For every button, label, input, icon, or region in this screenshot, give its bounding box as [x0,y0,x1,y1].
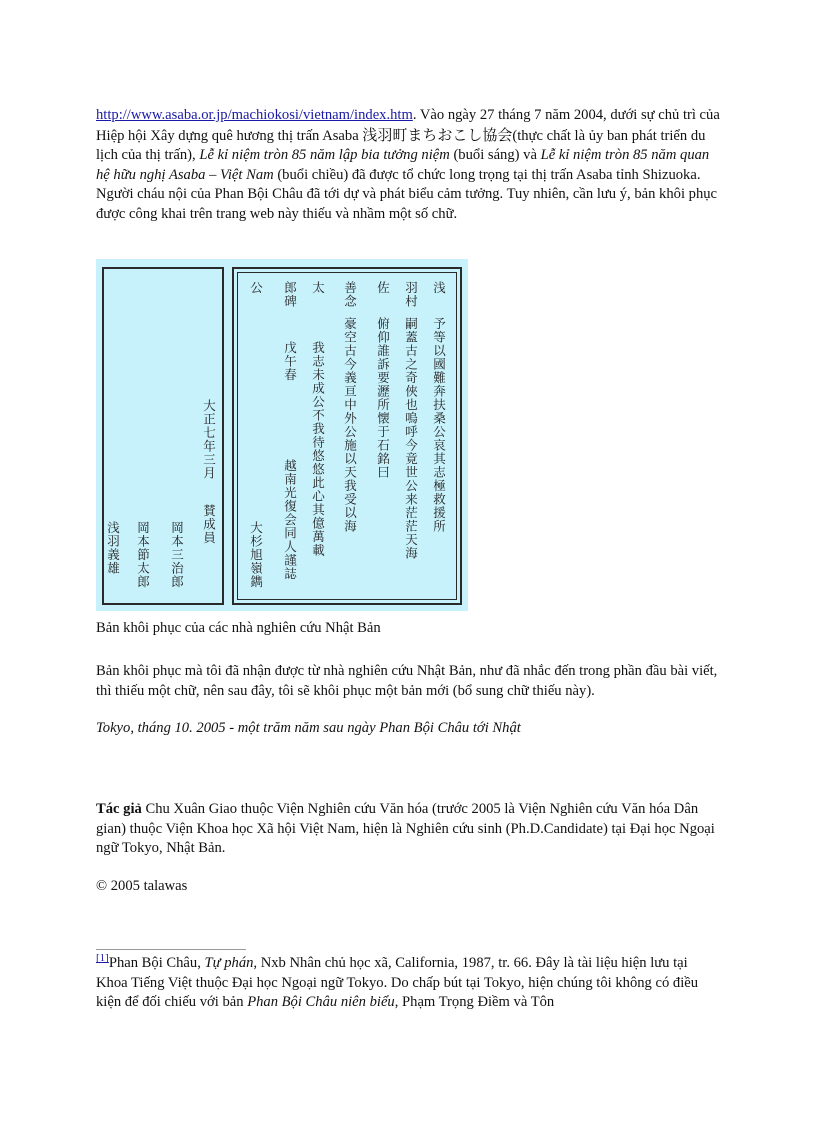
figure-caption: Bản khôi phục của các nhà nghiên cứu Nhật Bản [96,620,381,636]
source-link[interactable]: http://www.asaba.or.jp/machiokosi/vietnam/index.htm [96,107,413,123]
inscription-header-col: 浅 [431,281,447,295]
inscription-body-col: 嗣蓋古之奇俠也嗚呼今竟世公来茫茫天海 [403,317,419,560]
event-title-1: Lễ kỉ niệm tròn 85 năm lập bia tưởng niệm [199,147,450,164]
inscription-header-col: 羽村 [403,281,419,308]
footnote-text-3: , Phạm Trọng Điềm và Tôn [394,994,555,1011]
inscription-header-col: 太 [310,281,326,295]
inscription-header-col: 佐 [375,281,391,295]
event-title-2: Lễ kỉ niệm tròn 85 năm quan hệ hữu nghị Asaba – Việt Nam [96,147,710,183]
inscription-body-col: 越南光復会同人謹誌 [282,459,298,581]
author-note [96,800,721,859]
intro-text-3: (buổi sáng) và [449,147,541,164]
inscription-body-col: 予等以國難奔扶桑公哀其志極救援所 [431,317,447,533]
stele-inscription-image [96,259,468,611]
inscription-date-col: 大正七年三月 [201,399,217,480]
inscription-supporter-name: 浅羽義雄 [105,521,121,575]
inscription-body-col: 我志未成公不我待悠悠此心其億萬載 [310,341,326,557]
inscription-header-col: 善念 [342,281,358,308]
footnote-book-title-2: Phan Bội Châu niên biểu [247,994,395,1011]
footnote [96,954,721,1013]
inscription-body-col: 戊午春 [282,341,298,382]
author-text: Chu Xuân Giao thuộc Viện Nghiên cứu Văn hóa (trước 2005 là Viện Nghiên cứu Văn hóa Dân gian) thuộc Viện Khoa học Xã hội Việt Nam, hiện là Nghiên cứu sinh (Ph.D.Candidate) tại Đại học Ngoại ngữ Tokyo, Nhật Bản. [96,801,715,857]
author-label: Tác giả [96,801,142,817]
inscription-header-col: 公 [248,281,264,295]
inscription-body-col: 俯仰誰訴要瀝所懐于石銘曰 [375,317,391,479]
restoration-paragraph: Bản khôi phục mà tôi đã nhận được từ nhà nghiên cứu Nhật Bản, như đã nhắc đến trong phần đầu bài viết, thì thiếu một chữ, nên sau đây, tôi sẽ khôi phục một bản mới (bổ sung chữ thiếu này). [96,663,718,699]
footnote-text-2: , Nxb Nhân chủ học xã, California, 1987, tr. 66. Đây là tài liệu hiện lưu tại Khoa Tiếng Việt thuộc Đại học Ngoại ngữ Tokyo. Do chấp bút tại Tokyo, hiện chúng tôi không có điều kiện để đối chiếu với bản [96,955,699,1011]
intro-paragraph [96,106,721,225]
inscription-body-col: 大杉旭嶺鐫 [248,521,264,589]
intro-text-1: . Vào ngày 27 tháng 7 năm 2004, dưới sự chủ trì của Hiệp hội Xây dựng quê hương thị trấn Asaba [96,107,720,144]
inscription-header-col: 郎碑 [282,281,298,308]
copyright-line: © 2005 talawas [96,878,188,894]
japanese-org-name: 浅羽町まちおこし協会 [362,125,513,144]
inscription-supporter-name: 岡本三治郎 [169,521,185,589]
footnote-book-title: Tự phán [204,955,254,971]
footnote-ref-link[interactable]: [1] [96,952,109,965]
date-line: Tokyo, tháng 10. 2005 - một trăm năm sau ngày Phan Bội Châu tới Nhật [96,720,521,736]
inscription-body-col: 豪空古今義亘中外公施以天我受以海 [342,317,358,533]
footnote-divider [96,949,246,950]
inscription-supporters-label: 賛成員 [201,504,217,545]
inscription-supporter-name: 岡本節太郎 [135,521,151,589]
intro-text-2: (thực chất là ủy ban phát triển du lịch của thị trấn), [96,127,706,164]
footnote-text-1: Phan Bội Châu, [108,955,205,971]
intro-text-4: (buổi chiều) đã được tổ chức long trọng tại thị trấn Asaba tỉnh Shizuoka. Người cháu nội của Phan Bội Châu đã tới dự và phát biểu cảm tưởng. Tuy nhiên, cần lưu ý, bản khôi phục được công khai trên trang web này thiếu và nhầm một số chữ. [96,166,718,222]
